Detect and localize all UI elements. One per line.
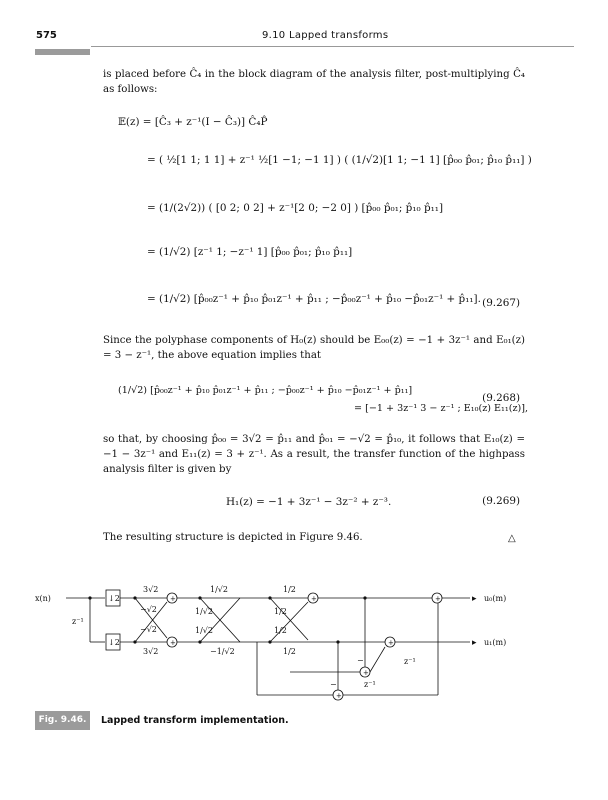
svg-text:+: + xyxy=(170,595,176,603)
eq-line-4: = (1/√2) [z⁻¹ 1; −z⁻¹ 1] [p̂₀₀ p̂₀₁; p̂₁₀ p̂₁₁] xyxy=(147,246,353,258)
paragraph-4: The resulting structure is depicted in Figure 9.46. xyxy=(103,532,363,543)
figure-label: Fig. 9.46. xyxy=(35,711,90,730)
eq-number-268: (9.268) xyxy=(482,392,520,404)
end-of-example-mark: △ xyxy=(508,533,516,544)
decimator-top-label: ↓2 xyxy=(108,594,120,603)
page-header xyxy=(0,30,608,44)
coef-h-mid2: 1/2 xyxy=(274,626,287,635)
eq-268-rhs: = [−1 + 3z⁻¹ 3 − z⁻¹ ; E₁₀(z) E₁₁(z)], xyxy=(354,403,529,414)
decimator-bottom-label: ↓2 xyxy=(108,638,120,647)
coef-c-mid1: 1/√2 xyxy=(195,607,213,616)
minus-sign-1: − xyxy=(357,656,364,665)
lapped-transform-diagram xyxy=(0,570,608,705)
page-number: 575 xyxy=(36,30,57,41)
input-label: x(n) xyxy=(35,594,51,603)
svg-text:▸: ▸ xyxy=(472,638,477,648)
svg-text:▸: ▸ xyxy=(472,594,477,604)
delay-label-bottom: z⁻¹ xyxy=(364,680,376,689)
intro-paragraph: is placed before Ĉ₄ in the block diagram of the analysis filter, post-multiplying Ĉ₄ as follows: xyxy=(103,69,525,95)
svg-text:+: + xyxy=(435,595,441,603)
coef-c-bottom: −1/√2 xyxy=(210,647,235,656)
eq-269: H₁(z) = −1 + 3z⁻¹ − 3z⁻² + z⁻³. xyxy=(226,496,392,508)
eq-line-5: = (1/√2) [p̂₀₀z⁻¹ + p̂₁₀ p̂₀₁z⁻¹ + p̂₁₁ ; −p̂₀₀z⁻¹ + p̂₁₀ −p̂₀₁z⁻¹ + p̂₁₁]. xyxy=(147,293,481,305)
delay-label-mid: z⁻¹ xyxy=(404,657,416,666)
coef-bottom: 3√2 xyxy=(143,647,159,656)
paragraph-2: Since the polyphase components of H₀(z) should be E₀₀(z) = −1 + 3z⁻¹ and E₀₁(z) = 3 − z⁻¹, the above equation implies that xyxy=(103,335,525,361)
minus-sign-2: − xyxy=(330,680,337,689)
eq-number-269: (9.269) xyxy=(482,495,520,507)
figure-caption: Lapped transform implementation. xyxy=(101,715,289,726)
svg-text:+: + xyxy=(311,595,317,603)
coef-h-bottom: 1/2 xyxy=(283,647,296,656)
eq-number-267: (9.267) xyxy=(482,297,520,309)
header-bar xyxy=(35,49,90,55)
coef-cross-1: −√2 xyxy=(140,605,157,614)
eq-line-1: 𝔼(z) = [Ĉ₃ + z⁻¹(I − Ĉ₃)] Ĉ₄P̂ xyxy=(118,116,268,128)
paragraph-3: so that, by choosing p̂₀₀ = 3√2 = p̂₁₁ and p̂₀₁ = −√2 = p̂₁₀, it follows that E₁₀(z) = −1 − 3z⁻¹ and E₁₁(z) = 3 + z⁻¹. As a result, the transfer function of the highpass analysis filter is given by xyxy=(103,434,525,475)
output-label-0: u₀(m) xyxy=(484,594,507,603)
svg-text:+: + xyxy=(388,639,394,647)
coef-cross-2: −√2 xyxy=(140,625,157,634)
eq-line-3: = (1/(2√2)) ( [0 2; 0 2] + z⁻¹[2 0; −2 0] ) [p̂₀₀ p̂₀₁; p̂₁₀ p̂₁₁] xyxy=(147,202,444,214)
coef-top: 3√2 xyxy=(143,585,159,594)
coef-h-top: 1/2 xyxy=(283,585,296,594)
header-rule xyxy=(91,46,574,47)
coef-h-mid1: 1/2 xyxy=(274,607,287,616)
svg-text:+: + xyxy=(170,639,176,647)
coef-c-top: 1/√2 xyxy=(210,585,228,594)
running-title: 9.10 Lapped transforms xyxy=(262,30,389,41)
svg-text:+: + xyxy=(363,669,369,677)
output-label-1: u₁(m) xyxy=(484,638,507,647)
eq-line-2: = ( ½[1 1; 1 1] + z⁻¹ ½[1 −1; −1 1] ) ( (1/√2)[1 1; −1 1] [p̂₀₀ p̂₀₁; p̂₁₀ p̂₁₁] ) xyxy=(147,154,532,166)
coef-c-mid2: 1/√2 xyxy=(195,626,213,635)
delay-label-left: z⁻¹ xyxy=(72,617,84,626)
eq-268-lhs: (1/√2) [p̂₀₀z⁻¹ + p̂₁₀ p̂₀₁z⁻¹ + p̂₁₁ ; −p̂₀₀z⁻¹ + p̂₁₀ −p̂₀₁z⁻¹ + p̂₁₁] xyxy=(118,385,413,396)
svg-text:+: + xyxy=(336,692,342,700)
